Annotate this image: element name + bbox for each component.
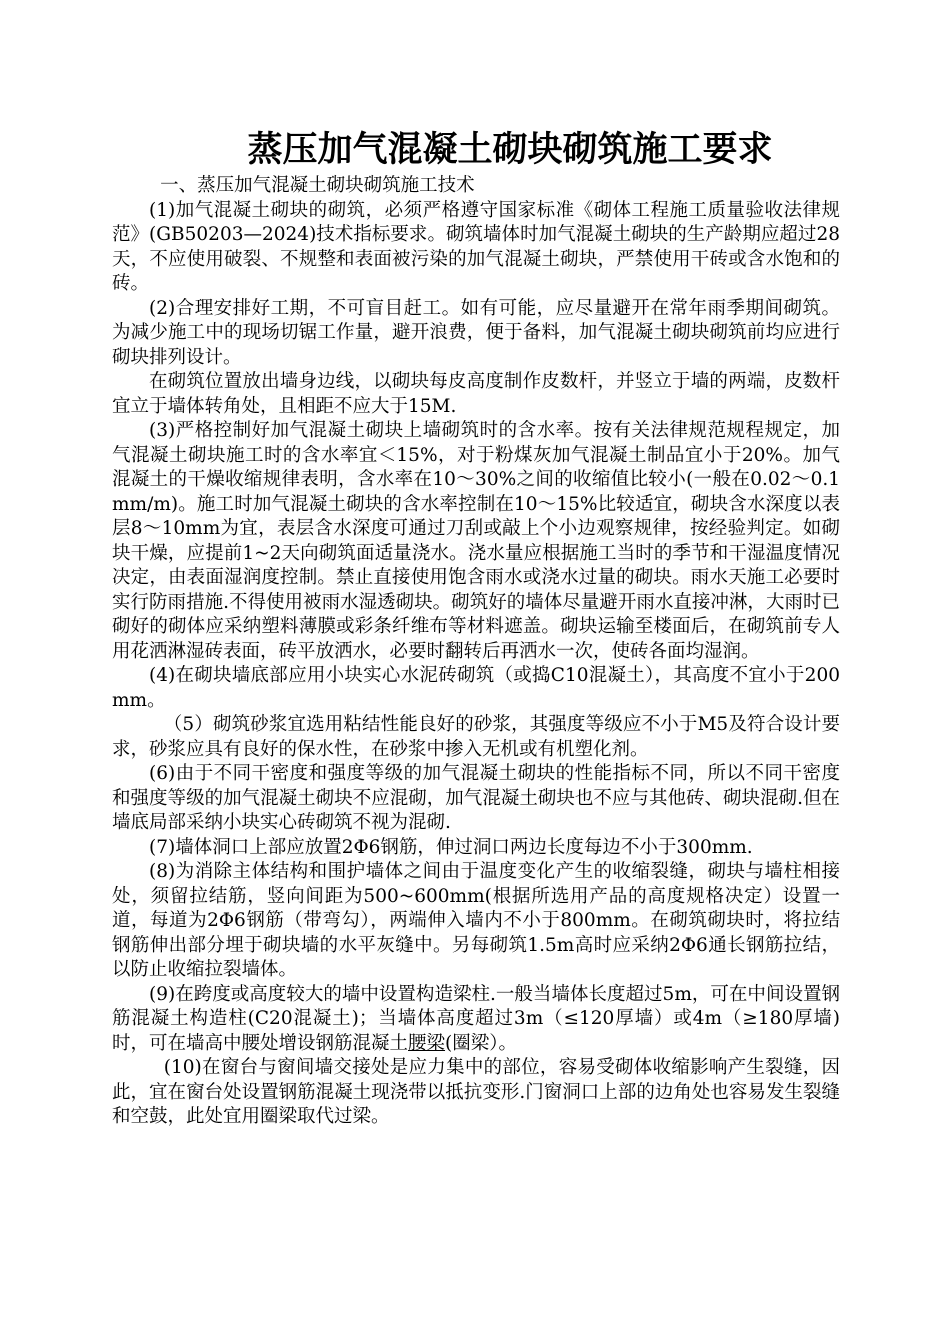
paragraph-9-text-end: (圈梁）。 (445, 1032, 517, 1054)
paragraph-9-link[interactable]: 腰梁 (408, 1032, 446, 1054)
paragraph-9-text: (9)在跨度或高度较大的墙中设置构造梁柱.一般当墙体长度超过5m，可在中间设置钢筋混凝土构造柱(C20混凝土)；当墙体高度超过3m（≤120厚墙）或4m（≥180厚墙)时，可在墙高中腰处增设钢筋混凝土 (112, 983, 840, 1054)
section-heading: 一、蒸压加气混凝土砌块砌筑施工技术 (160, 175, 475, 196)
paragraph-3: (3)严格控制好加气混凝土砌块上墙砌筑时的含水率。按有关法律规范规程规定，加气混凝土砌块施工时的含水率宜＜15%，对于粉煤灰加气混凝土制品宜小于20%。加气混凝土的干燥收缩规律表明，含水率在10～30%之间的收缩值比较小(一般在0.02～0.1mm/m)。施工时加气混凝土砌块的含水率控制在10～15%比较适宜，砌块含水深度以表层8～10mm为宜，表层含水深度可通过刀刮或敲上个小边观察规律，按经验判定。如砌块干燥，应提前1~2天向砌筑面适量浇水。浇水量应根据施工当时的季节和干湿温度情况决定，由表面湿润度控制。禁止直接使用饱含雨水或浇水过量的砌块。雨水天施工必要时实行防雨措施.不得使用被雨水湿透砌块。砌筑好的墙体尽量避开雨水直接冲淋，大雨时已砌好的砌体应采纳塑料薄膜或彩条纤维布等材料遮盖。砌块运输至楼面后，在砌筑前专人用花洒淋湿砖表面，砖平放洒水，必要时翻转后再洒水一次，使砖各面均湿润。 (112, 420, 840, 662)
paragraph-2-continued: 在砌筑位置放出墙身边线，以砌块每皮高度制作皮数杆，并竖立于墙的两端，皮数杆宜立于墙体转角处，且相距不应大于15M. (112, 371, 840, 417)
document-body (112, 174, 840, 1130)
paragraph-10: (10)在窗台与窗间墙交接处是应力集中的部位，容易受砌体收缩影响产生裂缝，因此，宜在窗台处设置钢筋混凝土现浇带以抵抗变形.门窗洞口上部的边角处也容易发生裂缝和空鼓，此处宜用圈梁取代过梁。 (112, 1057, 840, 1127)
paragraph-8: (8)为消除主体结构和围护墙体之间由于温度变化产生的收缩裂缝，砌块与墙柱相接处，须留拉结筋，竖向间距为500~600mm(根据所选用产品的高度规格决定）设置一道，每道为2Φ6钢筋（带弯勾），两端伸入墙内不小于800mm。在砌筑砌块时，将拉结钢筋伸出部分埋于砌块墙的水平灰缝中。另每砌筑1.5m高时应采纳2Φ6通长钢筋拉结，以防止收缩拉裂墙体。 (112, 861, 840, 980)
paragraph-6: (6)由于不同干密度和强度等级的加气混凝土砌块的性能指标不同，所以不同干密度和强度等级的加气混凝土砌块不应混砌，加气混凝土砌块也不应与其他砖、砌块混砌.但在墙底局部采纳小块实心砖砌筑不视为混砌. (112, 763, 840, 833)
paragraph-5: （5）砌筑砂浆宜选用粘结性能良好的砂浆，其强度等级应不小于M5及符合设计要求，砂浆应具有良好的保水性，在砂浆中掺入无机或有机塑化剂。 (112, 714, 840, 760)
paragraph-7: (7)墙体洞口上部应放置2Φ6钢筋，伸过洞口两边长度每边不小于300mm. (149, 836, 753, 858)
paragraph-1: (1)加气混凝土砌块的砌筑，必须严格遵守国家标准《砌体工程施工质量验收法律规范》(GB50203—2024)技术指标要求。砌筑墙体时加气混凝土砌块的生产龄期应超过28天，不应使用破裂、不规整和表面被污染的加气混凝土砌块，严禁使用干砖或含水饱和的砖。 (112, 199, 840, 294)
paragraph-2: (2)合理安排好工期，不可盲目赶工。如有可能，应尽量避开在常年雨季期间砌筑。为减少施工中的现场切锯工作量，避开浪费，便于备料，加气混凝土砌块砌筑前均应进行砌块排列设计。 (112, 297, 840, 368)
paragraph-9 (112, 983, 840, 1057)
paragraph-4: (4)在砌块墙底部应用小块实心水泥砖砌筑（或捣C10混凝土），其高度不宜小于200mm。 (112, 665, 840, 711)
document-title: 蒸压加气混凝土砌块砌筑施工要求 (247, 129, 773, 170)
